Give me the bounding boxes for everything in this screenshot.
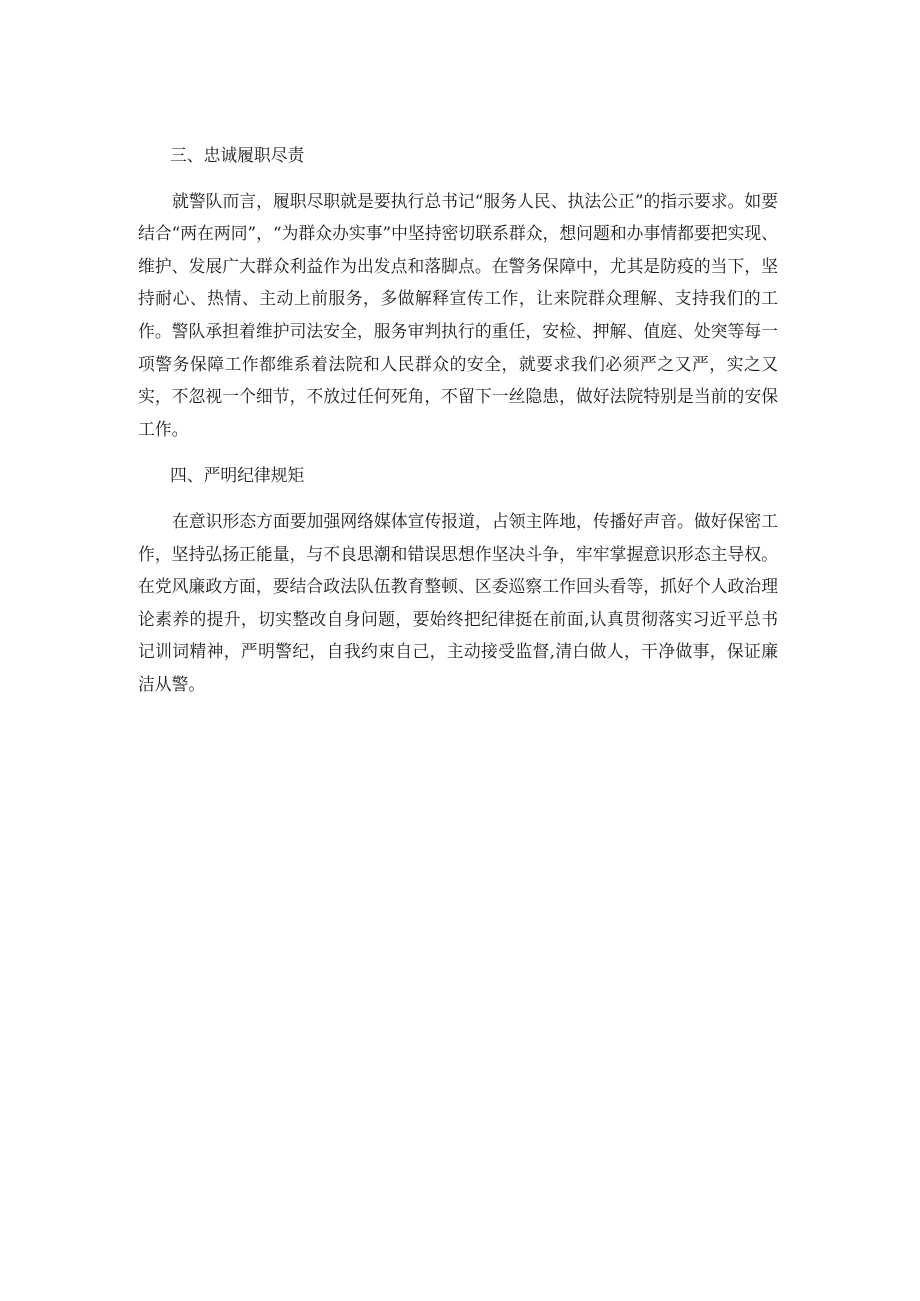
document-body	[138, 139, 778, 701]
section-paragraph-4: 在意识形态方面要加强网络媒体宣传报道，占领主阵地，传播好声音。做好保密工作，坚持弘扬正能量，与不良思潮和错误思想作坚决斗争，牢牢掌握意识形态主导权。在党风廉政方面，要结合政法队伍教育整顿、区委巡察工作回头看等，抓好个人政治理论素养的提升，切实整改自身问题，要始终把纪律挺在前面,认真贯彻落实习近平总书记训词精神，严明警纪，自我约束自己，主动接受监督,清白做人，干净做事，保证廉洁从警。	[138, 510, 778, 694]
section-heading-4: 四、严明纪律规矩	[170, 465, 305, 486]
section-heading-3: 三、忠诚履职尽责	[170, 145, 305, 165]
section-paragraph-3: 就警队而言，履职尽职就是要执行总书记“服务人民、执法公正”的指示要求。如要结合“两在两同”，“为群众办实事”中坚持密切联系群众，想问题和办事情都要把实现、维护、发展广大群众利益作为出发点和落脚点。在警务保障中，尤其是防疫的当下，坚持耐心、热情、主动上前服务，多做解释宣传工作，让来院群众理解、支持我们的工作。警队承担着维护司法安全，服务审判执行的重任，安检、押解、值庭、处突等每一项警务保障工作都维系着法院和人民群众的安全，就要求我们必须严之又严，实之又实，不忽视一个细节，不放过任何死角，不留下一丝隐患，做好法院特别是当前的安保工作。	[138, 190, 778, 439]
